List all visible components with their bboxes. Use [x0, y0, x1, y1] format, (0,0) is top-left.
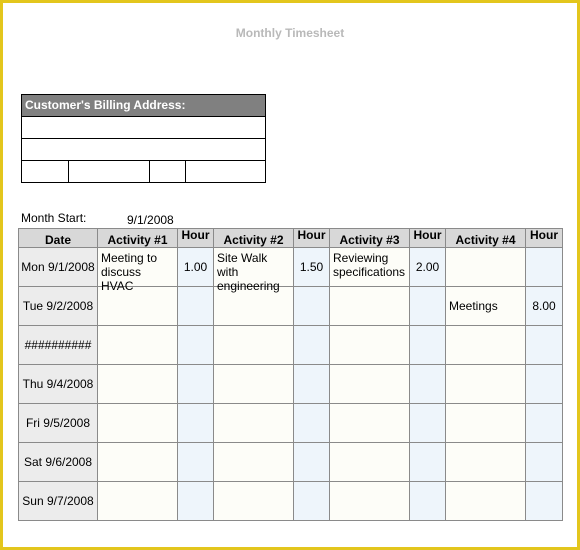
- billing-address-cell-2[interactable]: [69, 161, 150, 182]
- hour-2-cell[interactable]: [294, 248, 330, 287]
- activity-4-cell-text: [446, 406, 525, 441]
- column-header-hour-4: Hour: [526, 229, 563, 248]
- date-cell-text: ##########: [24, 338, 92, 352]
- billing-address-header: Customer's Billing Address:: [22, 95, 265, 117]
- activity-1-cell[interactable]: [98, 365, 178, 404]
- activity-2-cell-text: [214, 484, 293, 519]
- activity-2-cell[interactable]: [214, 404, 294, 443]
- activity-3-cell[interactable]: [330, 404, 410, 443]
- activity-1-cell[interactable]: [98, 404, 178, 443]
- date-cell-text: Sun 9/7/2008: [22, 494, 94, 508]
- column-header-hour-3: Hour: [410, 229, 446, 248]
- column-header-activity-3: Activity #3: [330, 229, 410, 248]
- activity-2-cell-text: [214, 406, 293, 441]
- hour-3-cell-text: 2.00: [415, 260, 440, 274]
- activity-4-cell-text: [446, 367, 525, 402]
- activity-3-cell[interactable]: [330, 326, 410, 365]
- activity-4-cell-text: [446, 445, 525, 480]
- date-cell-text: Mon 9/1/2008: [21, 260, 95, 274]
- activity-4-cell-text: Meetings: [449, 299, 498, 313]
- hour-4-cell[interactable]: [526, 248, 563, 287]
- hour-3-cell[interactable]: [410, 248, 446, 287]
- billing-address-line-1[interactable]: [22, 117, 265, 139]
- activity-2-cell[interactable]: [214, 365, 294, 404]
- date-cell-text: Sat 9/6/2008: [23, 455, 93, 469]
- hour-4-cell[interactable]: [526, 326, 563, 365]
- page-title: Monthly Timesheet: [235, 26, 345, 40]
- hour-2-cell[interactable]: [294, 404, 330, 443]
- activity-3-cell-text: Reviewing specifications: [333, 250, 406, 279]
- billing-address-block: [21, 94, 266, 183]
- date-cell[interactable]: [19, 482, 98, 521]
- activity-3-cell[interactable]: [330, 287, 410, 326]
- date-cell[interactable]: [19, 287, 98, 326]
- hour-2-cell[interactable]: [294, 443, 330, 482]
- hour-1-cell[interactable]: [178, 287, 214, 326]
- table-row: [19, 482, 563, 521]
- hour-4-cell[interactable]: [526, 482, 563, 521]
- table-row: [19, 443, 563, 482]
- activity-3-cell-text: [330, 367, 409, 402]
- hour-2-cell[interactable]: [294, 287, 330, 326]
- hour-2-cell[interactable]: [294, 326, 330, 365]
- hour-4-cell[interactable]: [526, 287, 563, 326]
- activity-4-cell[interactable]: [446, 365, 526, 404]
- column-header-hour-1: Hour: [178, 229, 214, 248]
- column-header-hour-2: Hour: [294, 229, 330, 248]
- hour-1-cell-text: 1.00: [183, 260, 208, 274]
- activity-3-cell-text: [330, 406, 409, 441]
- activity-2-cell[interactable]: [214, 482, 294, 521]
- hour-3-cell[interactable]: [410, 326, 446, 365]
- hour-3-cell[interactable]: [410, 482, 446, 521]
- activity-4-cell-text: [446, 484, 525, 519]
- billing-address-cell-3[interactable]: [150, 161, 186, 182]
- date-cell-text: Tue 9/2/2008: [22, 299, 94, 313]
- date-cell[interactable]: [19, 404, 98, 443]
- activity-1-cell[interactable]: [98, 443, 178, 482]
- table-row: [19, 326, 563, 365]
- column-header-date: Date: [19, 229, 98, 248]
- activity-1-cell-text: [98, 367, 177, 402]
- activity-1-cell-text: [98, 445, 177, 480]
- month-start-label: Month Start:: [21, 211, 87, 225]
- hour-2-cell[interactable]: [294, 482, 330, 521]
- activity-1-cell-text: Meeting to discuss HVAC: [101, 250, 158, 293]
- hour-1-cell[interactable]: [178, 248, 214, 287]
- date-cell[interactable]: [19, 365, 98, 404]
- timesheet-header-row: [19, 229, 563, 248]
- activity-3-cell-text: [330, 484, 409, 519]
- hour-2-cell[interactable]: [294, 365, 330, 404]
- hour-4-cell[interactable]: [526, 404, 563, 443]
- activity-2-cell-text: [214, 445, 293, 480]
- activity-4-cell[interactable]: [446, 482, 526, 521]
- billing-address-cell-1[interactable]: [22, 161, 69, 182]
- activity-4-cell[interactable]: [446, 326, 526, 365]
- table-row: [19, 365, 563, 404]
- billing-address-line-2[interactable]: [22, 139, 265, 161]
- activity-3-cell-text: [330, 445, 409, 480]
- hour-3-cell[interactable]: [410, 365, 446, 404]
- activity-3-cell[interactable]: [330, 482, 410, 521]
- date-cell[interactable]: [19, 248, 98, 287]
- hour-3-cell[interactable]: [410, 404, 446, 443]
- hour-1-cell[interactable]: [178, 443, 214, 482]
- hour-2-cell-text: 1.50: [299, 260, 324, 274]
- hour-1-cell[interactable]: [178, 404, 214, 443]
- date-cell[interactable]: [19, 326, 98, 365]
- hour-1-cell[interactable]: [178, 326, 214, 365]
- table-row: [19, 248, 563, 287]
- billing-address-cell-4[interactable]: [186, 161, 265, 182]
- table-row: [19, 404, 563, 443]
- hour-4-cell[interactable]: [526, 365, 563, 404]
- activity-4-cell[interactable]: [446, 287, 526, 326]
- activity-2-cell[interactable]: [214, 326, 294, 365]
- hour-3-cell[interactable]: [410, 287, 446, 326]
- activity-4-cell-text: [446, 250, 525, 285]
- activity-2-cell-text: [214, 328, 293, 363]
- activity-1-cell-text: [98, 406, 177, 441]
- date-cell[interactable]: [19, 443, 98, 482]
- hour-1-cell[interactable]: [178, 482, 214, 521]
- activity-3-cell[interactable]: [330, 443, 410, 482]
- activity-1-cell[interactable]: [98, 326, 178, 365]
- column-header-activity-4: Activity #4: [446, 229, 526, 248]
- date-cell-text: Thu 9/4/2008: [22, 377, 94, 391]
- month-start-value[interactable]: 9/1/2008: [127, 213, 174, 227]
- activity-1-cell-text: [98, 289, 177, 324]
- activity-3-cell-text: [330, 289, 409, 324]
- activity-2-cell-text: [214, 289, 293, 324]
- activity-1-cell-text: [98, 328, 177, 363]
- activity-1-cell-text: [98, 484, 177, 519]
- column-header-activity-2: Activity #2: [214, 229, 294, 248]
- column-header-activity-1: Activity #1: [98, 229, 178, 248]
- activity-2-cell[interactable]: [214, 443, 294, 482]
- activity-1-cell[interactable]: [98, 248, 178, 293]
- activity-4-cell-text: [446, 328, 525, 363]
- activity-2-cell-text: [214, 367, 293, 402]
- activity-2-cell[interactable]: [214, 248, 294, 293]
- activity-4-cell[interactable]: [446, 248, 526, 287]
- date-cell-text: Fri 9/5/2008: [25, 416, 91, 430]
- hour-1-cell[interactable]: [178, 365, 214, 404]
- activity-3-cell-text: [330, 328, 409, 363]
- billing-address-line-3: [22, 161, 265, 182]
- activity-2-cell-text: Site Walk with engineering: [217, 250, 280, 293]
- activity-4-cell[interactable]: [446, 443, 526, 482]
- hour-3-cell[interactable]: [410, 443, 446, 482]
- hour-4-cell[interactable]: [526, 443, 563, 482]
- activity-4-cell[interactable]: [446, 404, 526, 443]
- activity-1-cell[interactable]: [98, 482, 178, 521]
- activity-3-cell[interactable]: [330, 365, 410, 404]
- activity-3-cell[interactable]: [330, 248, 410, 287]
- timesheet-table: [18, 228, 563, 521]
- hour-4-cell-text: 8.00: [532, 299, 556, 313]
